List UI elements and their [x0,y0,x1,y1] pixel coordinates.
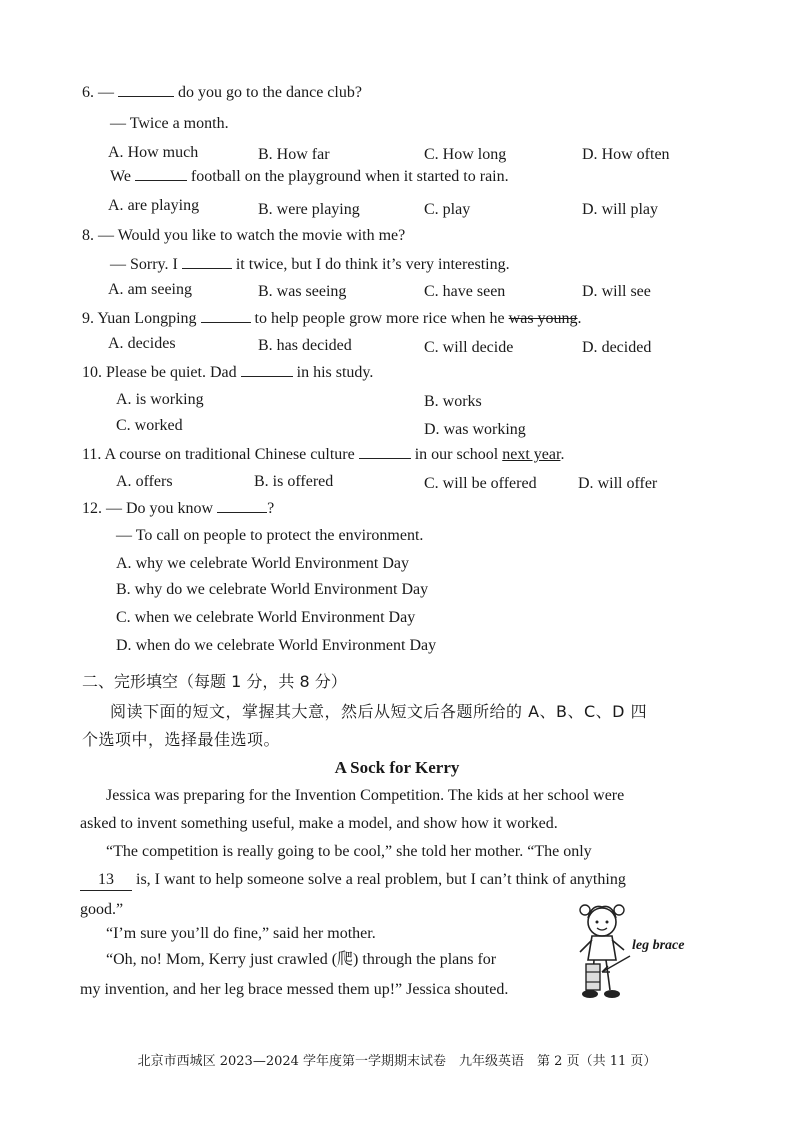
question-6-stem: 6. — do you go to the dance club? [82,84,362,101]
question-12-answer: — To call on people to protect the environment. [116,527,424,544]
question-11-option-b: B. is offered [254,473,334,490]
question-7-stem: We football on the playground when it started to rain. [110,168,509,185]
question-7-option-c: C. play [424,201,471,218]
question-number: 11. [82,446,102,463]
question-12-option-a: A. why we celebrate World Environment Day [116,555,409,572]
passage-line: asked to invent something useful, make a model, and show how it worked. [80,815,558,832]
question-8-option-a: A. am seeing [108,281,192,298]
answer-blank [241,362,293,377]
question-6-answer: — Twice a month. [110,115,229,132]
question-number: 9. [82,310,94,327]
question-12-stem: 12. — Do you know ? [82,500,275,517]
question-11-stem: 11. A course on traditional Chinese culture in our school next year. [82,446,565,463]
passage-line: my invention, and her leg brace messed them up!” Jessica shouted. [80,981,509,998]
question-7-option-d: D. will play [582,201,658,218]
leg-brace-illustration [570,898,700,1008]
question-6-option-b: B. How far [258,146,330,163]
question-8-option-b: B. was seeing [258,283,347,300]
question-9-stem: 9. Yuan Longping to help people grow more rice when he was young. [82,310,582,327]
answer-blank [182,254,232,269]
passage-line: “The competition is really going to be cool,” she told her mother. “The only [106,843,592,860]
question-12-option-d: D. when do we celebrate World Environment Day [116,637,437,654]
question-number: 6. [82,84,94,101]
passage-line: good.” [80,901,124,918]
question-8-option-c: C. have seen [424,283,506,300]
page-footer: 北京市西城区 2023—2024 学年度第一学期期末试卷 九年级英语 第 2 页（共 11 页） [137,1054,657,1069]
blank-number-13: 13 [80,870,132,891]
passage-line: “I’m sure you’ll do fine,” said her mother. [106,925,376,942]
section-instruction-line-2: 个选项中，选择最佳选项。 [82,730,281,749]
question-number: 10. [82,364,102,381]
answer-blank [135,166,187,181]
passage-line: Jessica was preparing for the Invention Competition. The kids at her school were [106,787,625,804]
question-8-option-d: D. will see [582,283,651,300]
question-6-option-d: D. How often [582,146,670,163]
question-8-stem: 8. — Would you like to watch the movie with me? [82,227,406,244]
question-number: 8. [82,227,94,244]
question-12-option-b: B. why do we celebrate World Environment Day [116,581,429,598]
question-12-option-c: C. when we celebrate World Environment Day [116,609,416,626]
question-number: 12. [82,500,102,517]
question-11-option-d: D. will offer [578,475,658,492]
question-10-option-c: C. worked [116,417,183,434]
question-10-option-b: B. works [424,393,482,410]
answer-blank [217,498,267,513]
question-9-option-a: A. decides [108,335,176,352]
question-6-option-c: C. How long [424,146,507,163]
question-9-option-c: C. will decide [424,339,514,356]
question-6-option-a: A. How much [108,144,199,161]
answer-blank [359,444,411,459]
question-8-answer: — Sorry. I it twice, but I do think it’s very interesting. [110,256,510,273]
question-11-option-a: A. offers [116,473,173,490]
question-10-option-a: A. is working [116,391,204,408]
answer-blank [201,308,251,323]
section-instruction-line-1: 阅读下面的短文，掌握其大意，然后从短文后各题所给的 A、B、C、D 四 [110,702,648,721]
question-9-option-b: B. has decided [258,337,352,354]
question-7-option-a: A. are playing [108,197,200,214]
answer-blank [118,82,174,97]
passage-line: “Oh, no! Mom, Kerry just crawled (爬) through the plans for [106,951,497,968]
leg-brace-label: leg brace [632,938,685,953]
question-11-option-c: C. will be offered [424,475,537,492]
passage-title: A Sock for Kerry [334,758,460,777]
section-heading: 二、完形填空（每题 1 分，共 8 分） [82,672,347,691]
question-10-option-d: D. was working [424,421,526,438]
question-9-option-d: D. decided [582,339,652,356]
question-7-option-b: B. were playing [258,201,360,218]
passage-line: 13 is, I want to help someone solve a real problem, but I can’t think of anything [80,870,626,891]
question-10-stem: 10. Please be quiet. Dad in his study. [82,364,374,381]
